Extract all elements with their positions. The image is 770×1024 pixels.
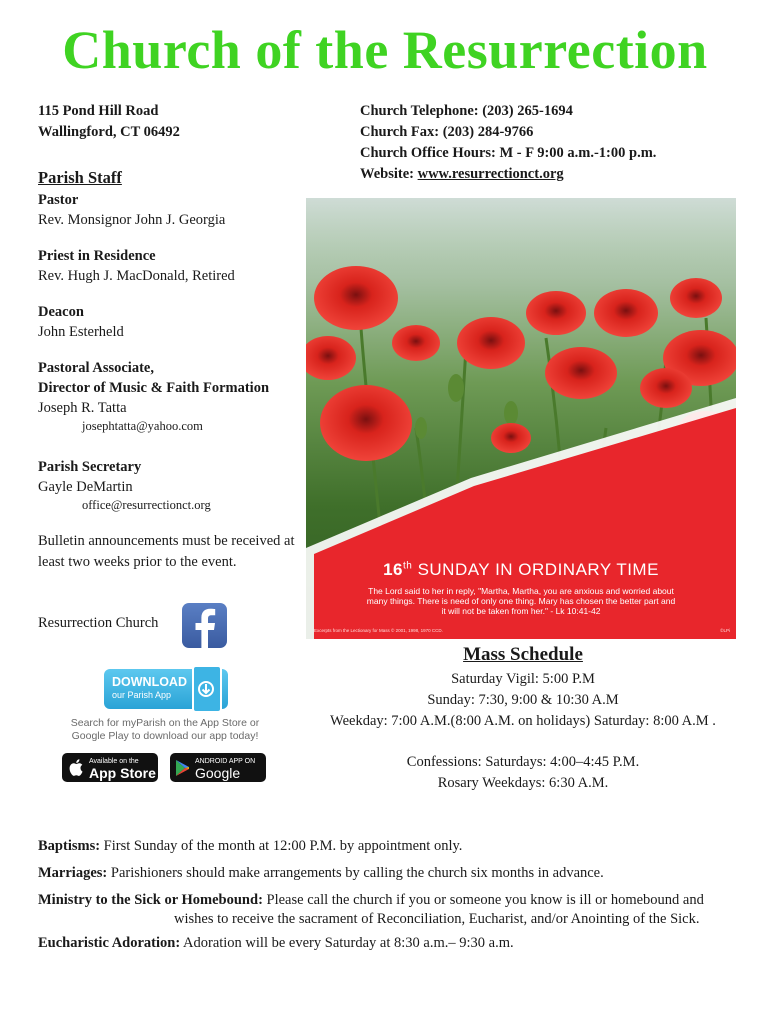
deacon-role: Deacon [38,304,84,320]
adoration-text: Adoration will be every Saturday at 8:30 a.m.– 9:30 a.m. [180,935,514,951]
marriages-note [38,864,738,883]
hero-quote-line-3: it will not be taken from her." - Lk 10:41-42 [441,606,601,616]
poppy-image [306,198,736,639]
deacon-name: John Esterheld [38,324,124,340]
google-play-icon [176,760,190,776]
pastor-role: Pastor [38,192,79,208]
adoration-note [38,934,738,953]
secretary-role: Parish Secretary [38,459,142,475]
ministry-note [38,891,738,929]
secretary-email[interactable]: office@resurrectionct.org [82,498,211,512]
associate-role-1: Pastoral Associate, [38,360,154,376]
mass-sunday: Sunday: 7:30, 9:00 & 10:30 A.M [427,692,619,708]
hero-quote-line-2: many things. There is need of only one thing. Mary has chosen the better part and [366,596,676,606]
hero-heading-sup: th [402,560,413,572]
google-play-small-text: ANDROID APP ON [195,758,256,765]
pastor-name: Rev. Monsignor John J. Georgia [38,212,226,228]
google-play-big-text: Google play [195,765,241,797]
bulletin-line-1: Bulletin announcements must be received at [38,533,295,549]
baptisms-note [38,837,738,856]
office-hours: Church Office Hours: M - F 9:00 a.m.-1:00 p.m. [360,145,657,161]
mass-saturday: Saturday Vigil: 5:00 P.M [451,671,595,687]
parish-staff-heading: Parish Staff [38,168,122,187]
website-row [360,164,564,185]
rosary: Rosary Weekdays: 6:30 A.M. [437,775,609,791]
mass-weekday: Weekday: 7:00 A.M.(8:00 A.M. on holidays) Saturday: 8:00 A.M . [330,713,716,729]
app-store-badge[interactable] [62,753,158,782]
ministry-text-1: Please call the church if you or someone you know is ill or homebound and [262,892,704,908]
hero-heading-text: SUNDAY IN ORDINARY TIME [417,560,659,579]
priest-name: Rev. Hugh J. MacDonald, Retired [38,268,235,284]
associate-role-2: Director of Music & Faith Formation [38,380,270,396]
associate-name: Joseph R. Tatta [38,400,127,416]
hero-quote-line-1: The Lord said to her in reply, "Martha, Martha, you are anxious and worried about [368,586,674,596]
download-app-button[interactable] [104,669,228,709]
address-line-2: Wallingford, CT 06492 [38,124,180,140]
facebook-icon[interactable] [182,603,227,648]
website-label: Website: [360,166,418,182]
ministry-text-2: wishes to receive the sacrament of Reconciliation, Eucharist, and/or Anointing of the Sick. [174,911,700,927]
facebook-label: Resurrection Church [38,615,159,631]
app-search-text [60,717,270,743]
associate-email[interactable]: josephtatta@yahoo.com [82,419,203,433]
app-store-big-text: App Store [89,765,156,781]
app-search-line-1: Search for myParish on the App Store or [70,717,260,729]
app-store-small-text: Available on the [89,758,139,765]
mass-schedule-heading: Mass Schedule [463,644,583,665]
baptisms-text: First Sunday of the month at 12:00 P.M. by appointment only. [100,838,463,854]
google-play-badge[interactable] [170,753,266,797]
ministry-label: Ministry to the Sick or Homebound: [38,892,263,908]
marriages-label: Marriages: [38,865,108,881]
bulletin-line-2: least two weeks prior to the event. [38,554,237,570]
hero-heading-number: 16 [383,560,403,579]
hero-copyright: Excerpts from the Lectionary for Mass © 2001, 1998, 1970 CCD. [314,628,443,633]
priest-role: Priest in Residence [38,248,156,264]
church-fax: Church Fax: (203) 284-9766 [360,124,534,140]
church-telephone: Church Telephone: (203) 265-1694 [360,103,573,119]
confessions: Confessions: Saturdays: 4:00–4:45 P.M. [406,754,640,770]
phone-download-icon [192,665,222,713]
adoration-label: Eucharistic Adoration: [38,935,181,951]
secretary-name: Gayle DeMartin [38,479,133,495]
marriages-text: Parishioners should make arrangements by calling the church six months in advance. [107,865,604,881]
hero-heading [306,560,736,580]
page-title: Church of the Resurrection [62,20,708,80]
app-search-line-2: Google Play to download our app today! [71,730,259,742]
address-line-1: 115 Pond Hill Road [38,103,159,119]
hero-publisher: ©LPi [720,628,730,633]
baptisms-label: Baptisms: [38,838,101,854]
website-link[interactable]: www.resurrectionct.org [417,166,564,182]
apple-icon [69,759,83,776]
parish-app-label: our Parish App [112,690,172,700]
hero-quote [306,586,736,616]
download-label: DOWNLOAD [112,675,187,689]
